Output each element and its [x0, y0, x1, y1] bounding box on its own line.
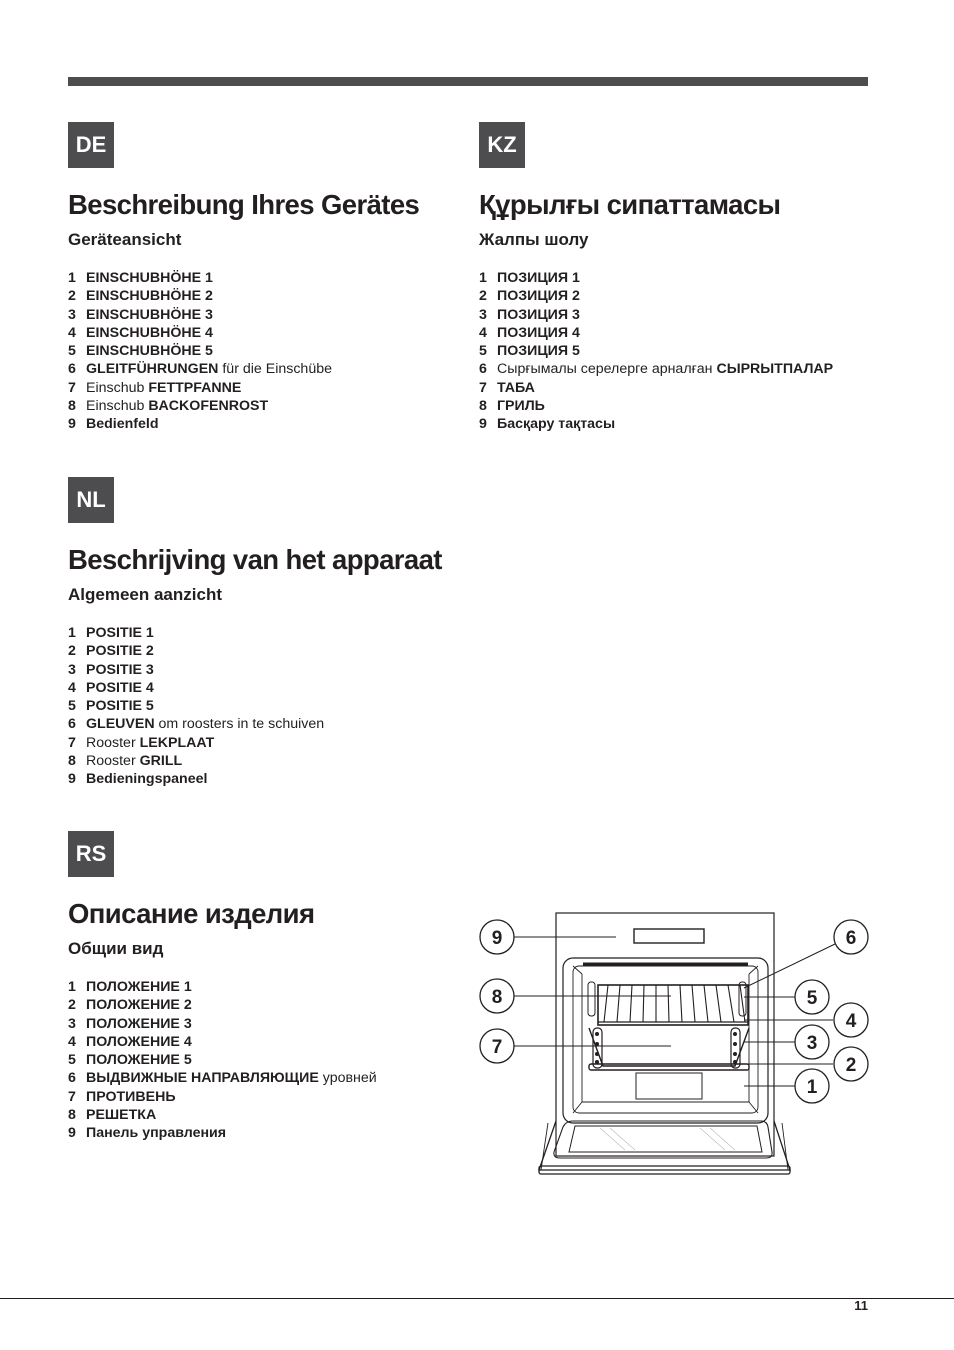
item-bold-text: POSITIE 4 — [86, 679, 154, 696]
parts-list-item — [68, 996, 377, 1014]
item-text: Сырғымалы серелерге арналған — [497, 361, 717, 378]
section-rs — [68, 831, 377, 1143]
item-bold-text: POSITIE 2 — [86, 643, 154, 660]
section-title: Описание изделия — [68, 898, 315, 929]
item-bold-text: ТАБА — [497, 379, 535, 396]
parts-list-item — [68, 360, 419, 378]
item-number: 6 — [68, 716, 76, 733]
item-bold-text: POSITIE 5 — [86, 698, 154, 715]
item-text: Einschub — [86, 379, 149, 396]
callout-number-7: 7 — [491, 1037, 503, 1058]
parts-list-item — [68, 624, 442, 642]
item-number: 5 — [68, 698, 76, 715]
parts-list — [68, 624, 442, 789]
oven-cavity-inner — [573, 966, 758, 1113]
parts-list-item — [68, 679, 442, 697]
callout-number-5: 5 — [806, 988, 818, 1009]
language-badge: NL — [68, 477, 114, 523]
callout-number-1: 1 — [806, 1077, 818, 1098]
parts-list-item — [68, 697, 442, 715]
item-number: 9 — [479, 416, 487, 433]
parts-list-item — [68, 1088, 377, 1106]
item-number: 6 — [479, 361, 487, 378]
language-badge: KZ — [479, 122, 525, 168]
page-number: 11 — [854, 1298, 868, 1313]
bottom-rule — [0, 1298, 954, 1299]
item-number: 1 — [479, 270, 487, 286]
parts-list-item — [479, 397, 833, 415]
oven-door — [539, 1121, 790, 1174]
item-number: 4 — [68, 679, 76, 696]
item-bold-text: LEKPLAAT — [139, 734, 215, 751]
oven-diagram — [476, 900, 876, 1190]
item-bold-text: EINSCHUBHÖHE 2 — [86, 288, 213, 305]
item-bold-text: EINSCHUBHÖHE 5 — [86, 343, 213, 360]
section-kz — [479, 122, 833, 434]
item-number: 6 — [68, 1070, 76, 1087]
parts-list-item — [68, 342, 419, 360]
item-bold-text: ПОЛОЖЕНИЕ 5 — [86, 1052, 192, 1069]
parts-list-item — [479, 324, 833, 342]
item-bold-text: BACKOFENROST — [148, 398, 269, 415]
item-number: 3 — [68, 306, 76, 323]
item-bold-text: ПРОТИВЕНЬ — [86, 1088, 176, 1105]
section-title: Beschreibung Ihres Gerätes — [68, 189, 420, 220]
parts-list-item — [68, 642, 442, 660]
item-number: 7 — [479, 379, 487, 396]
parts-list-item — [68, 770, 442, 788]
item-number: 4 — [68, 1033, 76, 1050]
item-number: 5 — [479, 343, 487, 360]
item-number: 8 — [479, 398, 487, 415]
callout-number-9: 9 — [491, 928, 503, 949]
section-subtitle: Жалпы шолу — [479, 230, 589, 249]
parts-list-item — [68, 287, 419, 305]
item-bold-text: ГРИЛЬ — [497, 398, 545, 415]
parts-list-item — [68, 1051, 377, 1069]
parts-list-item — [68, 1124, 377, 1142]
item-bold-text: ПОЗИЦИЯ 4 — [497, 324, 580, 341]
section-nl — [68, 477, 442, 789]
item-number: 6 — [68, 361, 76, 378]
callout-number-3: 3 — [806, 1033, 818, 1054]
item-bold-text: GRILL — [139, 753, 183, 770]
parts-list-item — [68, 324, 419, 342]
item-text: Rooster — [86, 734, 140, 751]
item-bold-text: ПОЗИЦИЯ 5 — [497, 343, 580, 360]
control-panel-display — [634, 929, 704, 943]
section-subtitle: Общии вид — [68, 939, 164, 958]
parts-list-item — [68, 978, 377, 996]
item-bold-text: FETTPFANNE — [148, 379, 242, 396]
item-bold-text: ПОЛОЖЕНИЕ 3 — [86, 1015, 192, 1032]
item-number: 1 — [68, 270, 76, 286]
callout-number-6: 6 — [845, 928, 857, 949]
parts-list-item — [479, 379, 833, 397]
language-badge: DE — [68, 122, 114, 168]
item-number: 3 — [68, 1015, 76, 1032]
item-bold-text: ПОЛОЖЕНИЕ 2 — [86, 997, 192, 1014]
item-bold-text: POSITIE 3 — [86, 661, 154, 678]
item-bold-text: ВЫДВИЖНЫЕ НАПРАВЛЯЮЩИЕ — [86, 1070, 319, 1087]
parts-list-item — [68, 269, 419, 287]
item-number: 8 — [68, 753, 76, 770]
item-bold-text: GLEUVEN — [86, 716, 155, 733]
item-number: 2 — [68, 643, 76, 660]
item-text: уровней — [318, 1070, 377, 1087]
item-number: 7 — [68, 379, 76, 396]
language-badge: RS — [68, 831, 114, 877]
item-number: 9 — [68, 771, 76, 788]
drip-tray — [589, 1028, 749, 1070]
item-bold-text: Панель управления — [86, 1125, 227, 1142]
item-number: 7 — [68, 734, 76, 751]
item-number: 1 — [68, 625, 76, 641]
parts-list-item — [68, 1015, 377, 1033]
parts-list-item — [68, 752, 442, 770]
callout-number-8: 8 — [491, 987, 503, 1008]
parts-list-item — [68, 397, 419, 415]
item-number: 1 — [68, 979, 76, 995]
parts-list-item — [479, 269, 833, 287]
item-bold-text: ПОЗИЦИЯ 1 — [497, 270, 580, 286]
item-number: 2 — [479, 288, 487, 305]
callout-group — [480, 920, 868, 1103]
callout-number-4: 4 — [845, 1011, 857, 1032]
callout-number-2: 2 — [845, 1055, 857, 1076]
parts-list-item — [68, 1106, 377, 1124]
item-bold-text: EINSCHUBHÖHE 3 — [86, 306, 213, 323]
top-rule — [68, 77, 868, 86]
parts-list — [479, 269, 833, 434]
parts-list-item — [68, 715, 442, 733]
item-bold-text: ПОЛОЖЕНИЕ 1 — [86, 979, 192, 995]
parts-list-item — [68, 1069, 377, 1087]
parts-list-item — [479, 342, 833, 360]
item-number: 5 — [68, 1052, 76, 1069]
item-number: 7 — [68, 1088, 76, 1105]
grill-rack — [598, 985, 748, 1025]
item-bold-text: ПОЛОЖЕНИЕ 4 — [86, 1033, 192, 1050]
parts-list-item — [68, 306, 419, 324]
item-number: 9 — [68, 1125, 76, 1142]
parts-list-item — [479, 415, 833, 433]
item-bold-text: EINSCHUBHÖHE 1 — [86, 270, 213, 286]
item-bold-text: GLEITFÜHRUNGEN — [86, 361, 219, 378]
item-bold-text: EINSCHUBHÖHE 4 — [86, 324, 213, 341]
item-bold-text: POSITIE 1 — [86, 625, 154, 641]
parts-list-item — [68, 1033, 377, 1051]
item-number: 2 — [68, 997, 76, 1014]
item-number: 4 — [479, 324, 487, 341]
item-number: 3 — [68, 661, 76, 678]
parts-list-item — [68, 415, 419, 433]
parts-list-item — [479, 306, 833, 324]
item-bold-text: СЫРRЫТПАЛАР — [716, 361, 834, 378]
section-subtitle: Geräteansicht — [68, 230, 182, 249]
section-title: Құрылғы сипаттамасы — [479, 189, 781, 220]
item-number: 2 — [68, 288, 76, 305]
item-number: 4 — [68, 324, 76, 341]
item-number: 8 — [68, 1107, 76, 1124]
item-bold-text: ПОЗИЦИЯ 3 — [497, 306, 580, 323]
parts-list-item — [68, 734, 442, 752]
parts-list-item — [68, 379, 419, 397]
parts-list-item — [68, 661, 442, 679]
oven-cabinet — [556, 913, 774, 1156]
section-title: Beschrijving van het apparaat — [68, 544, 442, 575]
item-bold-text: Bedienfeld — [86, 416, 159, 433]
item-bold-text: ПОЗИЦИЯ 2 — [497, 288, 580, 305]
parts-list — [68, 978, 377, 1143]
section-subtitle: Algemeen aanzicht — [68, 585, 222, 604]
item-number: 8 — [68, 398, 76, 415]
item-bold-text: Басқару тақтасы — [497, 416, 616, 433]
parts-list — [68, 269, 419, 434]
item-bold-text: Bedieningspaneel — [86, 771, 208, 788]
item-number: 9 — [68, 416, 76, 433]
item-text: für die Einschübe — [218, 361, 332, 378]
item-bold-text: РЕШЕТКА — [86, 1107, 157, 1124]
item-number: 3 — [479, 306, 487, 323]
item-text: Einschub — [86, 398, 149, 415]
item-text: Rooster — [86, 753, 140, 770]
parts-list-item — [479, 287, 833, 305]
item-number: 5 — [68, 343, 76, 360]
parts-list-item — [479, 360, 833, 378]
item-text: om roosters in te schuiven — [154, 716, 325, 733]
section-de — [68, 122, 419, 434]
